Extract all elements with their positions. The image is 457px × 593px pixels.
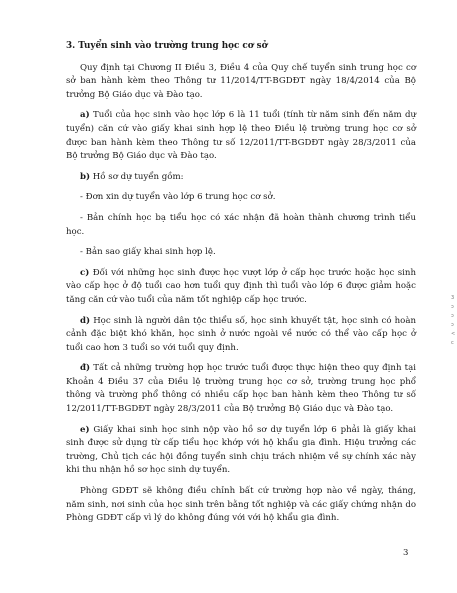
edge-mark: ɔ [451, 313, 454, 319]
item-e [66, 424, 416, 478]
item-b-bullet-3: - Bản sao giấy khai sinh hợp lệ. [80, 247, 216, 258]
edge-mark: ɔ [451, 304, 454, 310]
item-dd-text: Tất cả những trường hợp học trước tuổi được thực hiện theo quy định tại Khoản 4 Điều 37 của Điều lệ trường trung học cơ sở, trường trung học phổ thông và trường phổ thông có nhiều cấp học ban hành kèm theo Thông tư số 12/2011/TT-BGDĐT ngày 28/3/2011 của Bộ trưởng Bộ Giáo dục và Đào tạo. [66, 363, 416, 415]
edge-marks [451, 294, 456, 348]
item-dd [66, 362, 416, 416]
item-d-prefix: d) [80, 315, 91, 326]
item-e-text: Giấy khai sinh học sinh nộp vào hồ sơ dự tuyển lớp 6 phải là giấy khai sinh được sử dụng từ cấp tiểu học khớp với hộ khẩu gia đình. Hiệu trưởng các trường, Chủ tịch các hội đồng tuyển sinh chịu trách nhiệm về sự chính xác này khi thu nhận hồ sơ học sinh dự tuyển. [66, 424, 416, 476]
item-e-prefix: e) [80, 424, 90, 435]
item-b-bullet-2: - Bản chính học bạ tiểu học có xác nhận đã hoàn thành chương trình tiểu học. [66, 212, 416, 237]
edge-mark: 3 [451, 295, 455, 301]
item-b [66, 171, 416, 185]
edge-mark: ɔ [451, 322, 454, 328]
item-c-text: Đối với những học sinh được học vượt lớp ở cấp học trước hoặc học sinh vào cấp học ở độ tuổi cao hơn tuổi quy định thì tuổi vào lớp 6 được giảm hoặc tăng căn cứ vào tuổi của năm tốt nghiệp cấp học trước. [66, 267, 416, 305]
item-b-prefix: b) [80, 171, 91, 182]
item-a-prefix: a) [80, 110, 90, 121]
item-c [66, 267, 416, 308]
intro-paragraph: Quy định tại Chương II Điều 3, Điều 4 của Quy chế tuyển sinh trung học cơ sở ban hành kèm theo Thông tư 11/2014/TT-BGDĐT ngày 18/4/2014 của Bộ trưởng Bộ Giáo dục và Đào tạo. [66, 62, 416, 100]
item-d [66, 315, 416, 356]
item-a [66, 109, 416, 163]
item-c-prefix: c) [80, 267, 90, 278]
page-number: 3 [403, 548, 409, 558]
item-d-text: Học sinh là người dân tộc thiểu số, học sinh khuyết tật, học sinh có hoàn cảnh đặc biệt khó khăn, học sinh ở nước ngoài về nước có thể vào cấp học ở tuổi cao hơn 3 tuổi so với tuổi quy định. [66, 315, 416, 353]
edge-mark: < [451, 331, 456, 337]
item-b-text: Hồ sơ dự tuyển gồm: [90, 171, 184, 182]
item-b-bullet-1: - Đơn xin dự tuyển vào lớp 6 trung học cơ sở. [80, 192, 276, 203]
document-body [66, 40, 416, 533]
item-dd-prefix: đ) [80, 363, 91, 374]
closing-paragraph: Phòng GDĐT sẽ không điều chỉnh bất cứ trường hợp nào về ngày, tháng, năm sinh, nơi sinh của học sinh trên bằng tốt nghiệp và các giấy chứng nhận do Phòng GDĐT cấp vì lý do không đúng với với hộ khẩu gia đình. [66, 486, 416, 524]
section-title: 3. Tuyển sinh vào trường trung học cơ sở [66, 41, 268, 51]
edge-mark: c [451, 340, 454, 346]
item-a-text: Tuổi của học sinh vào học lớp 6 là 11 tuổi (tính từ năm sinh đến năm dự tuyển) căn cứ vào giấy khai sinh hợp lệ theo Điều lệ trường trung học cơ sở được ban hành kèm theo Thông tư số 12/2011/TT-BGDĐT ngày 28/3/2011 của Bộ trưởng Bộ Giáo dục và Đào tạo. [66, 110, 416, 162]
